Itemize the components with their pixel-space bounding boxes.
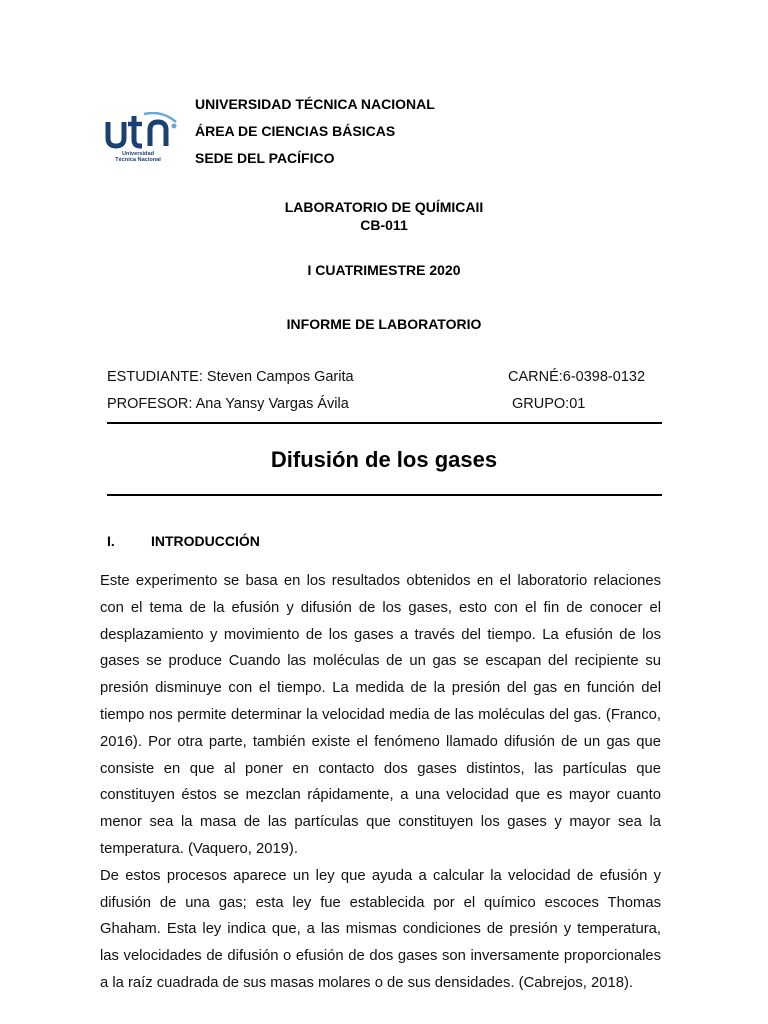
- logo-subtitle-line1: Universidad: [121, 151, 155, 157]
- student-name: ESTUDIANTE: Steven Campos Garita: [107, 369, 354, 385]
- institution-area: ÁREA DE CIENCIAS BÁSICAS: [195, 123, 396, 139]
- term: I CUATRIMESTRE 2020: [307, 262, 461, 278]
- document-title: Difusión de los gases: [270, 447, 498, 472]
- institution-block: [195, 91, 435, 172]
- paragraph1-line: desplazamiento y movimiento de los gases a través del tiempo. La efusión de los: [100, 626, 661, 643]
- paragraph2-line: difusión de una gas; esta ley fue establecida por el químico escoces Thomas: [100, 894, 661, 911]
- paragraph1-line: constituyen éstos se mezclan rápidamente, a una velocidad que es mayor cuanto: [100, 787, 661, 804]
- student-id: CARNÉ:6-0398-0132: [508, 369, 646, 385]
- paragraph1-line: gases se produce Cuando las moléculas de un gas se escapan del recipiente su: [100, 653, 661, 670]
- paragraph1-line: Este experimento se basa en los resultados obtenidos en el laboratorio relaciones: [100, 573, 661, 589]
- paragraph2-line: Ghaham. Esta ley indica que, a las mismas condiciones de presión y temperatura,: [100, 921, 661, 938]
- institution-campus: SEDE DEL PACÍFICO: [195, 150, 335, 166]
- paragraph1-line: consiste en que al poner en contacto dos gases distintos, las partículas que: [100, 760, 661, 777]
- institution-name: UNIVERSIDAD TÉCNICA NACIONAL: [195, 96, 435, 112]
- section-heading: [107, 533, 260, 549]
- university-logo: [104, 112, 180, 168]
- paragraph1-line: presión disminuye con el tiempo. La medida de la presión del gas en función del: [100, 680, 661, 697]
- introduction-body: [100, 568, 661, 997]
- paragraph2-line: De estos procesos aparece un ley que ayuda a calcular la velocidad de efusión y: [100, 867, 661, 884]
- divider-top: [107, 422, 662, 424]
- paragraph1-line: temperatura. (Vaquero, 2019).: [100, 840, 298, 857]
- course-title: LABORATORIO DE QUÍMICAII: [284, 199, 484, 215]
- report-type: INFORME DE LABORATORIO: [286, 316, 482, 332]
- paragraph1-line: tiempo nos permite determinar la velocidad media de las moléculas del gas. (Franco,: [100, 706, 661, 723]
- paragraph1-line: 2016). Por otra parte, también existe el fenómeno llamado difusión de un gas que: [100, 733, 661, 750]
- paragraph2-line: a la raíz cuadrada de sus masas molares o de sus densidades. (Cabrejos, 2018).: [100, 974, 633, 991]
- paragraph1-line: con el tema de la efusión y difusión de los gases, esto con el fin de conocer el: [100, 599, 661, 616]
- course-code: CB-011: [360, 217, 408, 233]
- paragraph1-line: menor sea la masa de las partículas que constituyen los gases y mayor sea la: [100, 814, 661, 831]
- utn-logo-mark: [104, 112, 180, 152]
- professor-name: PROFESOR: Ana Yansy Vargas Ávila: [107, 396, 349, 412]
- paragraph2-line: las velocidades de difusión o efusión de dos gases son inversamente proporcionales: [100, 948, 661, 965]
- section-number: I.: [107, 533, 115, 549]
- section-title: INTRODUCCIÓN: [151, 533, 260, 549]
- divider-bottom: [107, 494, 662, 496]
- logo-subtitle-line2: Técnica Nacional: [115, 157, 161, 163]
- group-number: GRUPO:01: [512, 396, 586, 412]
